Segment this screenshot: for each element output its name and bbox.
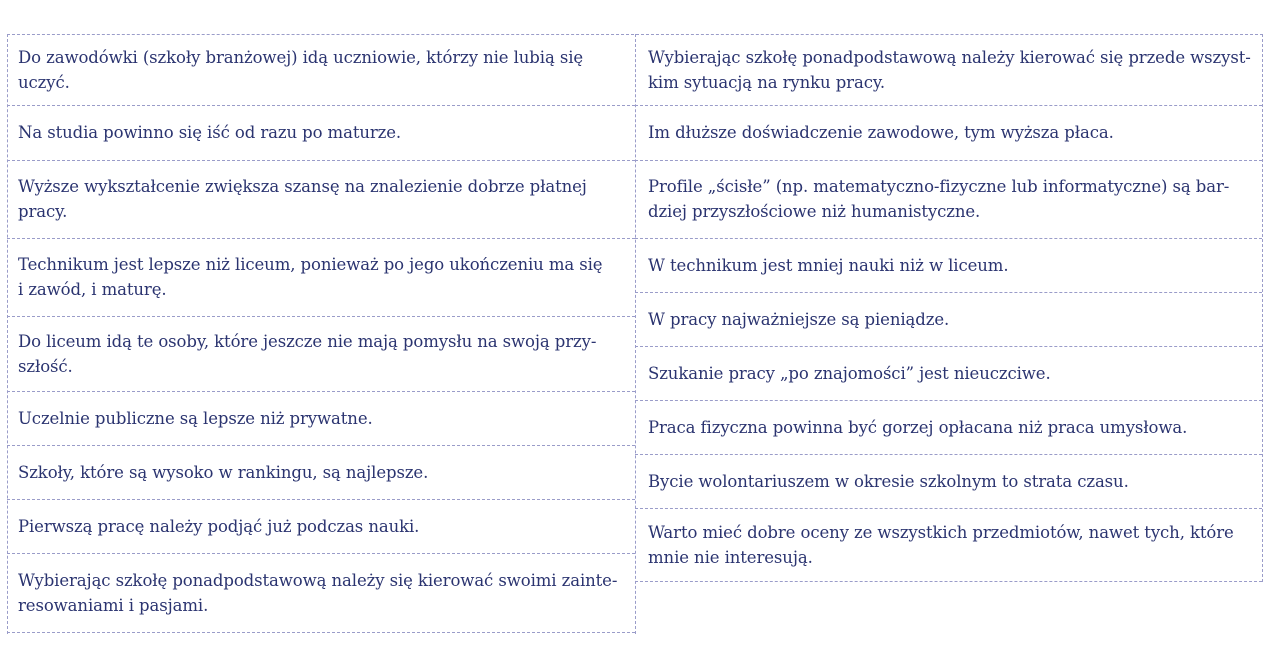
left-outer-cut-line (7, 34, 8, 634)
statement-card (648, 37, 1260, 103)
statement-line: Wybierając szkołę ponadpodstawową należy się kierować swoimi zainte- (18, 570, 618, 590)
statement-line: Pierwszą pracę należy podjąć już podczas nauki. (18, 516, 420, 536)
statement-line: resowaniami i pasjami. (18, 595, 209, 615)
statement-line: Szkoły, które są wysoko w rankingu, są najlepsze. (18, 462, 429, 482)
statement-card (648, 510, 1260, 579)
statement-line: Uczelnie publiczne są lepsze niż prywatne. (18, 408, 373, 428)
statement-line: Praca fizyczna powinna być gorzej opłacana niż praca umysłowa. (648, 417, 1188, 437)
statement-line: uczyć. (18, 73, 70, 92)
statement-card (648, 402, 1260, 452)
statement-text (648, 253, 1008, 278)
right-separator-6 (635, 400, 1262, 401)
statement-line: Technikum jest lepsze niż liceum, ponieważ po jego ukończeniu ma się (18, 255, 603, 274)
left-separator-6 (7, 445, 635, 446)
statement-line: Im dłuższe doświadczenie zawodowe, tym wyższa płaca. (648, 123, 1114, 142)
left-separator-3 (7, 238, 635, 239)
right-separator-2 (635, 160, 1262, 161)
statement-card (648, 294, 1260, 344)
statement-text (18, 174, 587, 224)
statement-text (18, 568, 617, 618)
statement-card (18, 555, 630, 630)
statement-card (18, 393, 630, 443)
statement-line: dziej przyszłościowe niż humanistyczne. (648, 202, 981, 221)
right-separator-4 (635, 292, 1262, 293)
statement-line: Szukanie pracy „po znajomości” jest nieuczciwe. (648, 363, 1051, 383)
statement-line: Warto mieć dobre oceny ze wszystkich przedmiotów, nawet tych, które (648, 522, 1234, 542)
statement-line: Wyższe wykształcenie zwiększa szansę na znalezienie dobrze płatnej (18, 177, 587, 196)
right-separator-5 (635, 346, 1262, 347)
statement-card (18, 240, 630, 314)
statement-line: Wybierając szkołę ponadpodstawową należy kierować się przede wszyst- (648, 48, 1251, 67)
statement-text (648, 415, 1187, 440)
left-separator-5 (7, 391, 635, 392)
right-separator-3 (635, 238, 1262, 239)
statement-text (648, 174, 1229, 224)
statement-line: mnie nie interesują. (648, 547, 813, 567)
statement-text (648, 120, 1114, 145)
left-separator-7 (7, 499, 635, 500)
statement-line: Do zawodówki (szkoły branżowej) idą uczniowie, którzy nie lubią się (18, 48, 584, 67)
statement-line: Do liceum idą te osoby, które jeszcze nie mają pomysłu na swoją przy- (18, 331, 597, 351)
left-separator-4 (7, 316, 635, 317)
statement-card (648, 456, 1260, 506)
statement-line: W pracy najważniejsze są pieniądze. (648, 309, 950, 329)
right-bottom-cut-line (635, 581, 1262, 582)
statement-line: kim sytuacją na rynku pracy. (648, 73, 886, 92)
statement-line: Profile „ścisłe” (np. matematyczno-fizyczne lub informatyczne) są bar- (648, 177, 1230, 196)
statement-line: Bycie wolontariuszem w okresie szkolnym to strata czasu. (648, 471, 1129, 491)
statement-card (648, 162, 1260, 236)
statement-card (648, 348, 1260, 398)
statement-text (18, 120, 401, 145)
statement-line: szłość. (18, 356, 73, 376)
center-cut-line (635, 34, 636, 634)
statement-card (18, 107, 630, 158)
statement-card (18, 318, 630, 389)
statement-text (18, 460, 428, 485)
statement-line: pracy. (18, 202, 68, 221)
top-cut-line (7, 34, 1263, 35)
right-outer-cut-line (1262, 34, 1263, 582)
statement-card (18, 37, 630, 103)
statement-line: i zawód, i maturę. (18, 280, 167, 299)
right-separator-8 (635, 508, 1262, 509)
statement-card (18, 447, 630, 497)
left-separator-2 (7, 160, 635, 161)
statement-card (648, 107, 1260, 158)
right-separator-7 (635, 454, 1262, 455)
statement-text (648, 361, 1051, 386)
left-separator-8 (7, 553, 635, 554)
statement-text (18, 329, 596, 379)
statement-text (648, 45, 1251, 95)
statement-text (18, 514, 419, 539)
statement-line: W technikum jest mniej nauki niż w liceum. (648, 255, 1009, 275)
statement-text (18, 406, 373, 431)
right-separator-1 (635, 105, 1262, 106)
statement-line: Na studia powinno się iść od razu po maturze. (18, 123, 402, 142)
left-separator-1 (7, 105, 635, 106)
statement-card (18, 162, 630, 236)
statement-text (648, 469, 1129, 494)
statement-text (648, 520, 1234, 570)
statement-card (18, 501, 630, 551)
statement-card (648, 240, 1260, 290)
statement-text (648, 307, 949, 332)
statement-text (18, 252, 602, 302)
statement-text (18, 45, 583, 95)
left-bottom-cut-line (7, 632, 635, 633)
